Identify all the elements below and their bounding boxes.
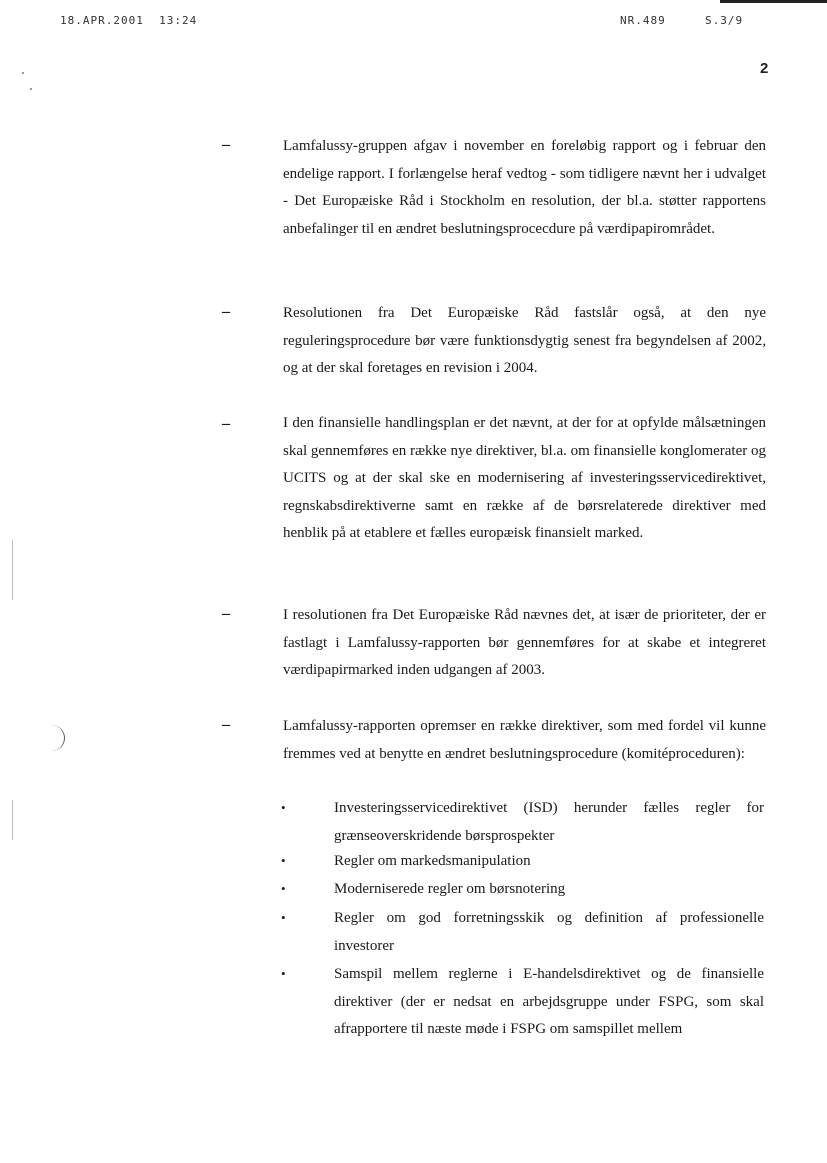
scan-speck (22, 72, 24, 74)
paragraph-dash: – (222, 605, 230, 622)
bullet-marker: • (281, 800, 286, 815)
paragraph-dash: – (222, 303, 230, 320)
paragraph-3: I den finansielle handlingsplan er det nævnt, at der for at opfylde målsætningen skal gennemføres en række nye direktiver, bl.a. om finansielle konglomerater og UCITS og at der skal ske en modernisering af investeringsservicedirektivet, regnskabsdirektiverne samt en række af de børsrelaterede direktiver med henblik på at etablere et fælles europæisk finansielt marked. (283, 415, 766, 541)
page-number: 2 (760, 60, 769, 77)
bullet-item-isd: Investeringsservicedirektivet (ISD) herunder fælles regler for grænseoverskridende børsprospekter (334, 800, 764, 844)
paragraph-2: Resolutionen fra Det Europæiske Råd fastslår også, at den nye reguleringsprocedure bør være funktionsdygtig senest fra begyndelsen af 2002, og at der skal foretages en revision i 2004. (283, 305, 766, 376)
bullet-marker: • (281, 910, 286, 925)
bullet-item-listing-rules: Moderniserede regler om børsnotering (334, 881, 566, 897)
scan-speck (30, 88, 32, 90)
scan-margin-mark (12, 540, 13, 600)
scan-margin-mark (12, 800, 13, 840)
punch-hole-mark (38, 725, 65, 751)
paragraph-dash: – (222, 136, 230, 153)
paragraph-1: Lamfalussy-gruppen afgav i november en foreløbig rapport og i februar den endelige rapport. I forlængelse heraf vedtog - som tidligere nævnt her i udvalget - Det Europæiske Råd i Stockholm en resolution, der bl.a. støtter rapportens anbefalinger til en ændret beslutningsprocecdure på værdipapirområdet. (283, 138, 766, 237)
fax-edge-line (720, 0, 827, 3)
bullet-marker: • (281, 881, 286, 896)
paragraph-4: I resolutionen fra Det Europæiske Råd nævnes det, at især de prioriteter, der er fastlagt i Lamfalussy-rapporten bør gennemføres for at skabe et integreret værdipapirmarked inden udgangen af 2003. (283, 607, 766, 678)
fax-number: NR.489 (620, 14, 666, 27)
bullet-marker: • (281, 966, 286, 981)
paragraph-dash: – (222, 415, 230, 432)
fax-timestamp: 18.APR.2001 13:24 (60, 14, 198, 27)
bullet-item-business-conduct: Regler om god forretningsskik og definition af professionelle investorer (334, 910, 764, 954)
fax-page-count: S.3/9 (705, 14, 744, 27)
bullet-marker: • (281, 853, 286, 868)
paragraph-5: Lamfalussy-rapporten opremser en række direktiver, som med fordel vil kunne fremmes ved at benytte en ændret beslutningsprocedure (komitéproceduren): (283, 718, 766, 762)
bullet-item-e-commerce: Samspil mellem reglerne i E-handelsdirektivet og de finansielle direktiver (der er nedsat en arbejdsgruppe under FSPG, som skal afrapportere til næste møde i FSPG om samspillet mellem (334, 966, 764, 1037)
bullet-item-market-manipulation: Regler om markedsmanipulation (334, 853, 531, 869)
paragraph-dash: – (222, 716, 230, 733)
